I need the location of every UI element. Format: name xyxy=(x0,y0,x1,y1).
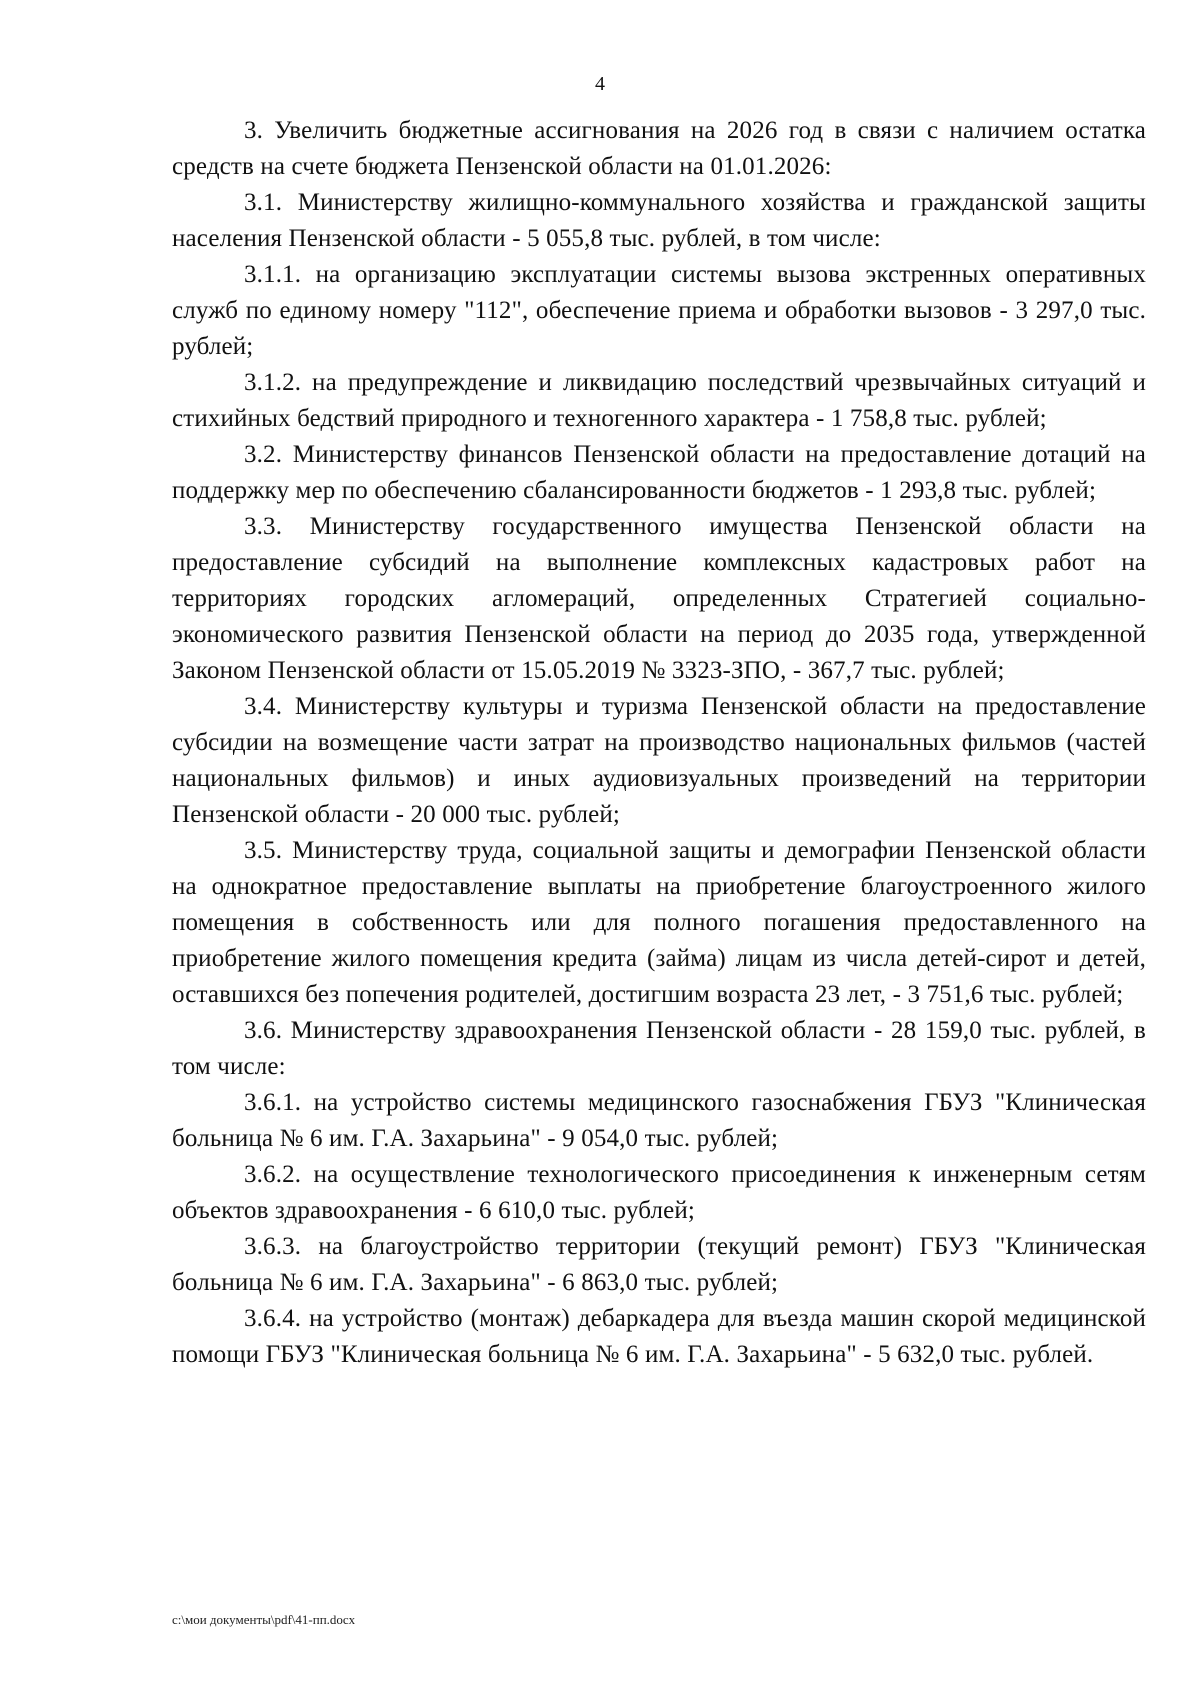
paragraph-3-5: 3.5. Министерству труда, социальной защиты и демографии Пензенской области на однократное предоставление выплаты на приобретение благоустроенного жилого помещения в собственность или для полного погашения предоставленного на приобретение жилого помещения кредита (займа) лицам из числа детей-сирот и детей, оставшихся без попечения родителей, достигшим возраста 23 лет, - 3 751,6 тыс. рублей; xyxy=(172,837,1146,1008)
paragraph-3-6-1: 3.6.1. на устройство системы медицинского газоснабжения ГБУЗ "Клиническая больница № 6 им. Г.А. Захарьина" - 9 054,0 тыс. рублей; xyxy=(172,1089,1146,1152)
footer-file-path: c:\мои документы\pdf\41-пп.docx xyxy=(172,1612,356,1627)
paragraph-3-6-3: 3.6.3. на благоустройство территории (текущий ремонт) ГБУЗ "Клиническая больница № 6 им. Г.А. Захарьина" - 6 863,0 тыс. рублей; xyxy=(172,1233,1146,1296)
paragraph-3-6-2: 3.6.2. на осуществление технологического присоединения к инженерным сетям объектов здравоохранения - 6 610,0 тыс. рублей; xyxy=(172,1161,1146,1224)
page-number: 4 xyxy=(595,73,605,95)
paragraph-3-6-4: 3.6.4. на устройство (монтаж) дебаркадера для въезда машин скорой медицинской помощи ГБУЗ "Клиническая больница № 6 им. Г.А. Захарьина" - 5 632,0 тыс. рублей. xyxy=(172,1305,1146,1368)
paragraph-3-3: 3.3. Министерству государственного имущества Пензенской области на предоставление субсидий на выполнение комплексных кадастровых работ на территориях городских агломераций, определенных Стратегией социально-экономического развития Пензенской области на период до 2035 года, утвержденной Законом Пензенской области от 15.05.2019 № 3323-ЗПО, - 367,7 тыс. рублей; xyxy=(172,513,1146,684)
paragraph-3-4: 3.4. Министерству культуры и туризма Пензенской области на предоставление субсидии на возмещение части затрат на производство национальных фильмов (частей национальных фильмов) и иных аудиовизуальных произведений на территории Пензенской области - 20 000 тыс. рублей; xyxy=(172,693,1146,828)
paragraph-3-1: 3.1. Министерству жилищно-коммунального хозяйства и гражданской защиты населения Пензенской области - 5 055,8 тыс. рублей, в том числе: xyxy=(172,189,1146,252)
paragraph-3-1-1: 3.1.1. на организацию эксплуатации системы вызова экстренных оперативных служб по единому номеру "112", обеспечение приема и обработки вызовов - 3 297,0 тыс. рублей; xyxy=(172,261,1146,360)
document-body xyxy=(172,113,1146,1373)
paragraph-3-6: 3.6. Министерству здравоохранения Пензенской области - 28 159,0 тыс. рублей, в том числе: xyxy=(172,1017,1146,1080)
paragraph-3: 3. Увеличить бюджетные ассигнования на 2026 год в связи с наличием остатка средств на счете бюджета Пензенской области на 01.01.2026: xyxy=(172,117,1146,180)
paragraph-3-1-2: 3.1.2. на предупреждение и ликвидацию последствий чрезвычайных ситуаций и стихийных бедствий природного и техногенного характера - 1 758,8 тыс. рублей; xyxy=(172,369,1146,432)
paragraph-3-2: 3.2. Министерству финансов Пензенской области на предоставление дотаций на поддержку мер по обеспечению сбалансированности бюджетов - 1 293,8 тыс. рублей; xyxy=(172,441,1146,504)
